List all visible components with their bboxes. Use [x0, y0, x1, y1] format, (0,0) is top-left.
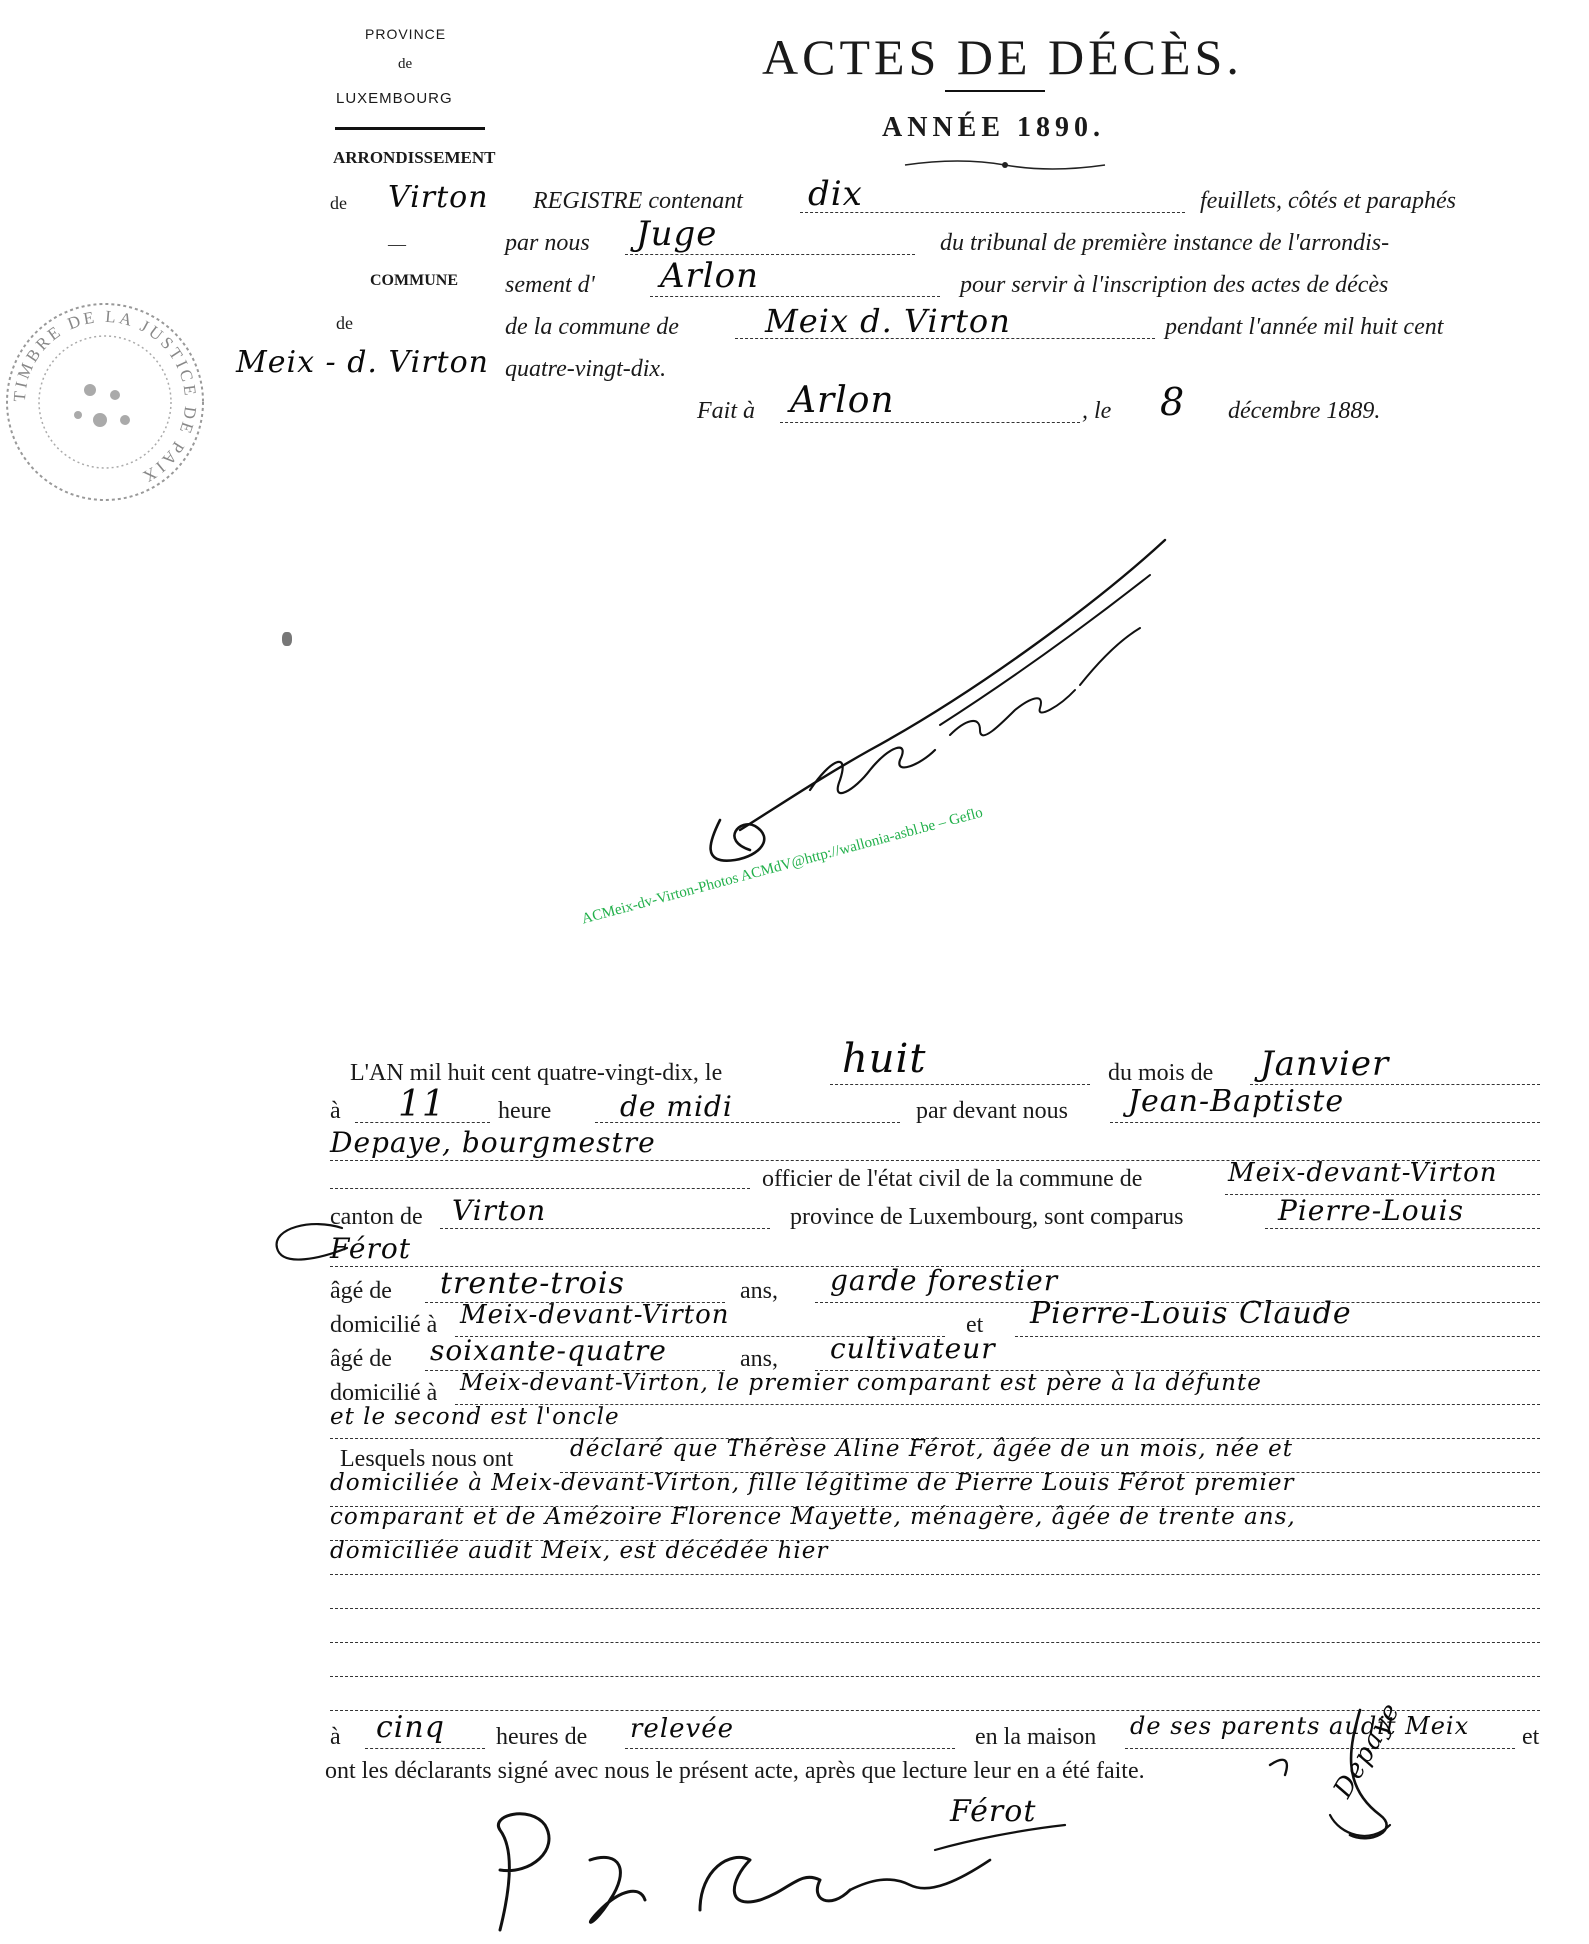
signature-ferot-underline — [930, 1820, 1070, 1864]
acte-officer-1: Jean-Baptiste — [1128, 1084, 1345, 1119]
arrondissement-dash: — — [388, 234, 406, 254]
acte-text-16: Lesquels nous ont — [340, 1446, 514, 1472]
acte-declaration-3: comparant et de Amézoire Florence Mayette, ménagère, âgée de trente ans, — [330, 1504, 1296, 1530]
registre-line-4-rest: pendant l'année mil huit cent — [1165, 314, 1444, 340]
acte-canton: Virton — [452, 1194, 547, 1227]
registre-line-2-label: par nous — [505, 230, 590, 256]
acte-text-4: heure — [498, 1098, 552, 1124]
acte-blank-rule — [330, 1188, 750, 1189]
acte-time: cinq — [376, 1710, 445, 1745]
acte-period-rule — [595, 1122, 900, 1123]
acte-comparant-1a: Pierre-Louis — [1278, 1194, 1464, 1227]
seal-text: TIMBRE DE LA JUSTICE DE PAIX — [9, 306, 201, 488]
blank-rule-3 — [330, 1676, 1540, 1677]
acte-canton-rule — [440, 1228, 770, 1229]
acte-hour: 11 — [398, 1084, 446, 1125]
registre-line-3-rest: pour servir à l'inscription des actes de décès — [960, 272, 1389, 298]
acte-text-8: province de Luxembourg, sont comparus — [790, 1204, 1184, 1230]
acte-text-12: et — [966, 1312, 984, 1338]
registre-line-5-label: quatre-vingt-dix. — [505, 356, 667, 382]
acte-commune: Meix-devant-Virton — [1228, 1158, 1498, 1188]
page-year: ANNÉE 1890. — [882, 112, 1106, 143]
registre-line-3-label: sement d' — [505, 272, 595, 298]
acte-text-2: du mois de — [1108, 1060, 1214, 1086]
acte-text-6: officier de l'état civil de la commune de — [762, 1166, 1143, 1192]
registre-line-2-hand: Juge — [636, 214, 718, 254]
acte-text-17: à — [330, 1724, 341, 1750]
acte-domicile-2: Meix-devant-Virton, le premier comparant est père à la défunte — [460, 1370, 1262, 1396]
province-word: PROVINCE — [365, 26, 447, 42]
acte-time-2: relevée — [630, 1714, 734, 1744]
acte-text-15: domicilié à — [330, 1380, 438, 1406]
acte-officer-2: Depaye, bourgmestre — [330, 1126, 656, 1159]
acte-comparant-2-rule — [1015, 1336, 1540, 1337]
acte-text-7: canton de — [330, 1204, 423, 1230]
blank-rule-2 — [330, 1642, 1540, 1643]
fait-place-rule — [780, 422, 1080, 423]
acte-text-1: L'AN mil huit cent quatre-vingt-dix, le — [350, 1060, 723, 1086]
registre-line-4-rule — [735, 338, 1155, 339]
acte-time-2-rule — [625, 1748, 955, 1749]
title-underline — [945, 90, 1045, 92]
fait-a-label: Fait à — [697, 398, 755, 424]
fait-le: , le — [1082, 398, 1112, 424]
acte-period: de midi — [620, 1090, 733, 1123]
arrondissement-de: de — [330, 193, 347, 213]
commune-label: COMMUNE — [370, 272, 458, 289]
acte-declaration-1: déclaré que Thérèse Aline Férot, âgée de un mois, née et — [570, 1436, 1294, 1462]
registre-line-3-rule — [650, 296, 940, 297]
registre-line-4-hand: Meix d. Virton — [765, 302, 1011, 340]
watermark: ACMeix-dv-Virton-Photos ACMdV@http://wallonia-asbl.be – Geflo — [580, 804, 985, 928]
signature-depaye-text: Depaye — [1328, 1697, 1407, 1803]
acte-age-2: soixante-quatre — [430, 1334, 667, 1367]
acte-domicile-1: Meix-devant-Virton — [460, 1300, 730, 1330]
acte-comparant-2: Pierre-Louis Claude — [1030, 1296, 1352, 1331]
acte-text-20: et — [1522, 1724, 1540, 1750]
acte-day: huit — [842, 1036, 927, 1082]
acte-text-13: âgé de — [330, 1346, 392, 1372]
registre-line-1-label: REGISTRE contenant — [533, 188, 743, 214]
acte-text-19: en la maison — [975, 1724, 1097, 1750]
province-name: LUXEMBOURG — [336, 90, 453, 107]
acte-place: de ses parents audit Meix — [1130, 1712, 1470, 1740]
acte-text-10: ans, — [740, 1278, 778, 1304]
acte-profession-1: garde forestier — [830, 1264, 1059, 1297]
acte-comparant-1a-rule — [1265, 1228, 1540, 1229]
acte-day-rule — [830, 1084, 1090, 1085]
commune-value: Meix - d. Virton — [236, 345, 489, 380]
svg-text:TIMBRE DE LA JUSTICE DE PAIX — [10, 307, 200, 488]
arrondissement-value: Virton — [388, 180, 489, 215]
acte-month: Janvier — [1260, 1044, 1390, 1084]
registre-line-1-hand: dix — [808, 174, 863, 214]
registre-line-1-rest: feuillets, côtés et paraphés — [1200, 188, 1456, 214]
acte-time-rule — [365, 1748, 485, 1749]
header-divider — [335, 127, 485, 130]
province-de: de — [398, 56, 413, 72]
registre-line-2-rule — [625, 254, 915, 255]
page-title: ACTES DE DÉCÈS. — [762, 29, 1243, 85]
registre-line-1-rule — [800, 212, 1185, 213]
arrondissement-label: ARRONDISSEMENT — [333, 148, 496, 167]
acte-age-1: trente-trois — [440, 1266, 625, 1301]
blank-rule-1 — [330, 1608, 1540, 1609]
acte-domicile-2b: et le second est l'oncle — [330, 1404, 620, 1430]
acte-text-3: à — [330, 1098, 341, 1124]
title-ornament — [900, 155, 1110, 179]
registre-line-4-label: de la commune de — [505, 314, 679, 340]
acte-profession-2: cultivateur — [830, 1332, 996, 1365]
acte-text-11: domicilié à — [330, 1312, 438, 1338]
acte-text-9: âgé de — [330, 1278, 392, 1304]
justice-seal — [0, 295, 210, 510]
acte-declaration-4: domiciliée audit Meix, est décédée hier — [330, 1538, 829, 1564]
signature-ferot: Férot — [950, 1794, 1037, 1829]
acte-hour-rule — [355, 1122, 490, 1123]
ink-speck — [282, 632, 292, 646]
acte-officer-1-rule — [1110, 1122, 1540, 1123]
signature-claude — [470, 1790, 1030, 1940]
acte-text-14: ans, — [740, 1346, 778, 1372]
acte-declaration-4-rule — [330, 1574, 1540, 1575]
acte-comparant-1b: Férot — [330, 1232, 411, 1265]
commune-de: de — [336, 313, 353, 333]
fait-place: Arlon — [790, 380, 895, 421]
registre-line-3-hand: Arlon — [660, 256, 760, 296]
fait-date-rest: décembre 1889. — [1228, 398, 1381, 424]
acte-closing: ont les déclarants signé avec nous le présent acte, après que lecture leur en a été faite. — [325, 1758, 1145, 1784]
acte-text-18: heures de — [496, 1724, 588, 1750]
registre-line-2-rest: du tribunal de première instance de l'arrondis- — [940, 230, 1390, 256]
fait-day: 8 — [1160, 380, 1186, 424]
acte-declaration-2: domiciliée à Meix-devant-Virton, fille légitime de Pierre Louis Férot premier — [330, 1470, 1295, 1496]
acte-text-5: par devant nous — [916, 1098, 1068, 1124]
